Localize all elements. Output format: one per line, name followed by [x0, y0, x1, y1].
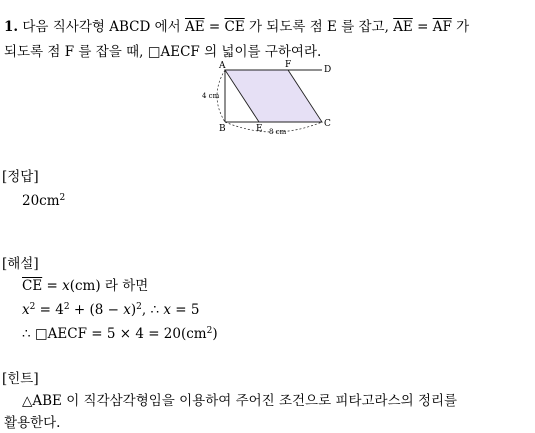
- hint-line-2: 활용한다.: [4, 415, 61, 431]
- side-length-label: 4 cm: [202, 92, 220, 100]
- label-d: D: [324, 65, 332, 75]
- hint-header: [힌트]: [2, 371, 39, 387]
- exp-l3-sq: 2: [206, 326, 213, 336]
- label-e: E: [256, 124, 263, 134]
- explanation-line-2: [22, 301, 199, 319]
- label-f: F: [285, 60, 292, 70]
- question-line-1: [4, 18, 469, 36]
- var-x-4: x: [163, 302, 171, 318]
- question-line-2: 되도록 점 F 를 잡을 때, □AECF 의 넓이를 구하여라.: [4, 44, 322, 60]
- hint-line-1: △ABE 이 직각삼각형임을 이용하여 주어진 조건으로 피타고라스의 정리를: [22, 393, 458, 409]
- label-c: C: [324, 119, 331, 129]
- exp-m5: = 5: [170, 302, 200, 318]
- exp-sq-3: 2: [136, 302, 142, 312]
- answer-exponent: 2: [59, 193, 66, 203]
- explanation-line-1: [22, 277, 148, 295]
- segment-ce-exp: $\overline{CE}$: [22, 278, 43, 294]
- exp-l3-text: ∴ □AECF = 5 × 4 = 20(cm: [22, 326, 207, 342]
- exp-eq: =: [42, 278, 63, 294]
- question-text-1: 다음 직사각형 ABCD 에서: [22, 19, 185, 35]
- exp-m3: ): [130, 302, 137, 318]
- exp-m2: + (8 −: [69, 302, 124, 318]
- label-a: A: [219, 61, 226, 71]
- explanation-line-3: [22, 325, 218, 343]
- segment-af: $\overline{AF}$: [432, 19, 452, 35]
- exp-text-1: (cm) 라 하면: [69, 278, 149, 294]
- segment-ce: $\overline{CE}$: [224, 19, 245, 35]
- question-text-3: 가: [451, 19, 470, 35]
- var-x-2: x: [22, 302, 30, 318]
- segment-ae: $\overline{AE}$: [184, 19, 205, 35]
- question-text-2: 가 되도록 점 E 를 잡고,: [244, 19, 394, 35]
- segment-ae-2: $\overline{AE}$: [393, 19, 413, 35]
- explanation-header: [해설]: [2, 256, 39, 272]
- exp-m4: , ∴: [141, 302, 164, 318]
- equals-2: =: [412, 19, 433, 35]
- question-number: 1.: [4, 19, 19, 35]
- label-b: B: [219, 124, 226, 134]
- exp-m1: = 4: [35, 302, 64, 318]
- exp-sq-2: 2: [63, 302, 70, 312]
- rectangle-figure: [197, 58, 337, 136]
- equals: =: [204, 19, 225, 35]
- answer-number: 20cm: [22, 193, 60, 209]
- answer-value: [22, 192, 65, 210]
- parallelogram-aecf: [225, 70, 322, 122]
- bottom-length-label: 8 cm: [269, 128, 287, 136]
- var-x-3: x: [123, 302, 131, 318]
- answer-header: [정답]: [2, 169, 39, 185]
- var-x: x: [62, 278, 70, 294]
- exp-sq-1: 2: [29, 302, 36, 312]
- exp-l3-close: ): [212, 326, 218, 342]
